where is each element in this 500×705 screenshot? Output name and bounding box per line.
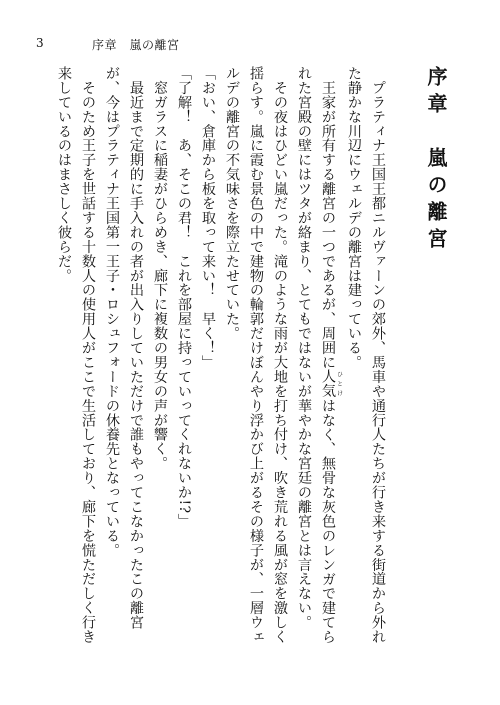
running-head: 序章 嵐の離宮 (92, 38, 180, 52)
page-number: 3 (36, 36, 44, 50)
paragraph-6: そのため王子を世話する十数人の使用人がここで生活しており、廊下を慌ただしく行き来しているのはまさしく彼らだ。 (56, 66, 96, 644)
paragraph-2 (292, 66, 342, 656)
page-header (0, 0, 500, 60)
paragraph-5: 最近まで定期的に手入れの者が出入りしていただけで誰もやってこなかったこの離宮が、今はプラティナ王国第一王子・ロシュフォードの休養先となっている。 (104, 66, 144, 630)
vertical-text-block (56, 66, 470, 656)
paragraph-4: 窓ガラスに稲妻がひらめき、廊下に複数の男女の声が響く。 (152, 66, 168, 471)
ruby-word: 人気 ひとけ (320, 369, 343, 399)
paragraph-3: その夜はひどい嵐だった。滝のような雨が大地を打ち付け、吹き荒れる風が窓を激しく揺らす。嵐に霞む景色の中で建物の輪郭だけぼんやり浮かび上がるその様子が、一層ウェルデの離宮の不気味さを際立たせていた。 (224, 66, 288, 644)
dialogue-2: 「了解！ あ、そこの君！ これを部屋に持っていってくれないか!?」 (176, 66, 192, 528)
dialogue-1: 「おい、倉庫から板を取って来い！ 早く！」 (200, 66, 216, 370)
paragraph-1: プラティナ王国王都ニルヴァーンの郊外、馬車や通行人たちが行き来する街道から外れた静かな川辺にウェルデの離宮は建っている。 (346, 66, 386, 644)
chapter-title: 序章 嵐の離宮 (424, 66, 448, 255)
title-spacer (390, 66, 416, 656)
paragraph-2-text: 王家が所有する離宮の一つであるが、周囲に人気 ひとけはなく、無骨な灰色のレンガで建てられた宮殿の壁にはツタが絡まり、とてもではないが華やかな宮廷の離宮とは言えない。 (296, 66, 343, 645)
